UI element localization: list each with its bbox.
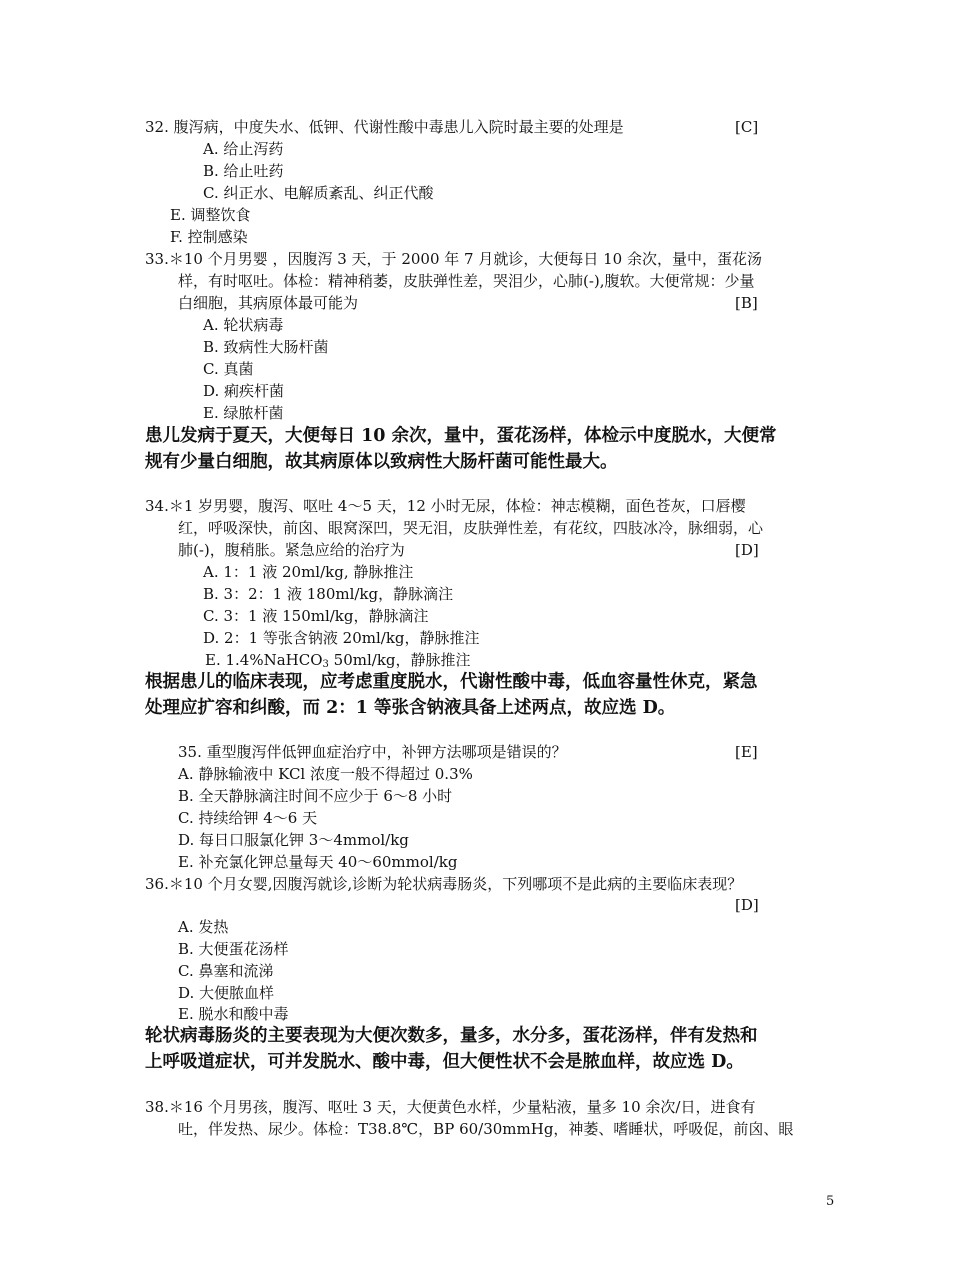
q36-explanation-line-1: 轮状病毒肠炎的主要表现为大便次数多，量多，水分多，蛋花汤样，伴有发热和 [145,1026,758,1046]
q35-answer: [E] [735,743,758,761]
page-number: 5 [826,1194,835,1209]
q36-explanation-line-2: 上呼吸道症状，可并发脱水、酸中毒，但大便性状不会是脓血样，故应选 D。 [145,1052,744,1072]
q35-stem: 35. 重型腹泻伴低钾血症治疗中，补钾方法哪项是错误的？ [178,743,567,761]
q34-answer: [D] [735,541,759,559]
q33-stem-line-1: 33.＊10 个月男婴 ，因腹泻 3 天，于 2000 年 7 月就诊，大便每日 10 余次，量中，蛋花汤 [145,250,762,268]
q36-option-c: C. 鼻塞和流涕 [178,962,274,980]
q33-option-e: E. 绿脓杆菌 [203,404,284,422]
q34-explanation-line-1: 根据患儿的临床表现，应考虑重度脱水，代谢性酸中毒，低血容量性休克，紧急 [145,672,758,692]
q32-option-a: A. 给止泻药 [203,140,284,158]
q35-option-e: E. 补充氯化钾总量每天 40～60mmol/kg [178,853,458,871]
q36-answer: [D] [735,896,759,914]
q36-stem: 36.＊10 个月女婴,因腹泻就诊,诊断为轮状病毒肠炎，下列哪项不是此病的主要临床表现？ [145,875,743,893]
q36-option-b: B. 大便蛋花汤样 [178,940,289,958]
q34-explanation-line-2: 处理应扩容和纠酸，而 2：1 等张含钠液具备上述两点，故应选 D。 [145,698,676,718]
q34-stem-line-2: 红，呼吸深快，前囟、眼窝深凹，哭无泪，皮肤弹性差，有花纹，四肢冰冷，脉细弱，心 [178,519,764,537]
q33-option-c: C. 真菌 [203,360,254,378]
q35-option-c: C. 持续给钾 4～6 天 [178,809,318,827]
q32-option-f: F. 控制感染 [170,228,248,246]
q36-option-d: D. 大便脓血样 [178,984,275,1002]
q33-explanation-line-1: 患儿发病于夏天，大便每日 10 余次，量中，蛋花汤样，体检示中度脱水，大便常 [145,426,777,446]
q33-answer: [B] [735,294,758,312]
q34-option-a: A. 1：1 液 20ml/kg, 静脉推注 [203,563,414,581]
q36-option-e: E. 脱水和酸中毒 [178,1005,289,1023]
q38-stem-line-2: 吐，伴发热、尿少。体检：T38.8℃，BP 60/30mmHg，神萎、嗜睡状，呼吸促，前囟、眼 [178,1120,794,1138]
q34-option-c: C. 3：1 液 150ml/kg，静脉滴注 [203,607,429,625]
q34-stem-line-1: 34.＊1 岁男婴，腹泻、呕吐 4～5 天，12 小时无尿，体检：神志模糊，面色苍灰，口唇樱 [145,497,746,515]
q32-option-c: C. 纠正水、电解质紊乱、纠正代酸 [203,184,434,202]
q38-stem-line-1: 38.＊16 个月男孩，腹泻、呕吐 3 天，大便黄色水样，少量粘液，量多 10 余次/日，进食有 [145,1098,756,1116]
q34-option-e-prefix: E. 1.4%NaHCO [205,651,323,669]
q34-option-d: D. 2：1 等张含钠液 20ml/kg，静脉推注 [203,629,480,647]
q36-option-a: A. 发热 [178,918,229,936]
q33-stem-line-3: 白细胞，其病原体最可能为 [178,294,359,312]
q35-option-a: A. 静脉输液中 KCl 浓度一般不得超过 0.3% [178,765,473,783]
q35-option-d: D. 每日口服氯化钾 3～4mmol/kg [178,831,409,849]
q32-stem: 32. 腹泻病，中度失水、低钾、代谢性酸中毒患儿入院时最主要的处理是 [145,118,624,136]
q33-option-d: D. 痢疾杆菌 [203,382,285,400]
q34-stem-line-3: 肺(-)，腹稍胀。紧急应给的治疗为 [178,541,405,559]
q33-option-a: A. 轮状病毒 [203,316,284,334]
q35-option-b: B. 全天静脉滴注时间不应少于 6～8 小时 [178,787,453,805]
q34-option-b: B. 3：2：1 液 180ml/kg，静脉滴注 [203,585,454,603]
q33-option-b: B. 致病性大肠杆菌 [203,338,329,356]
q33-explanation-line-2: 规有少量白细胞，故其病原体以致病性大肠杆菌可能性最大。 [145,452,618,472]
q34-option-e-suffix: 50ml/kg，静脉推注 [328,651,471,669]
q32-answer: [C] [735,118,759,136]
q32-option-b: B. 给止吐药 [203,162,284,180]
q34-option-e-subscript: 3 [322,659,329,670]
q33-stem-line-2: 样，有时呕吐。体检：精神稍萎，皮肤弹性差，哭泪少，心肺(-),腹软。大便常规：少量 [178,272,755,290]
q32-option-e: E. 调整饮食 [170,206,251,224]
